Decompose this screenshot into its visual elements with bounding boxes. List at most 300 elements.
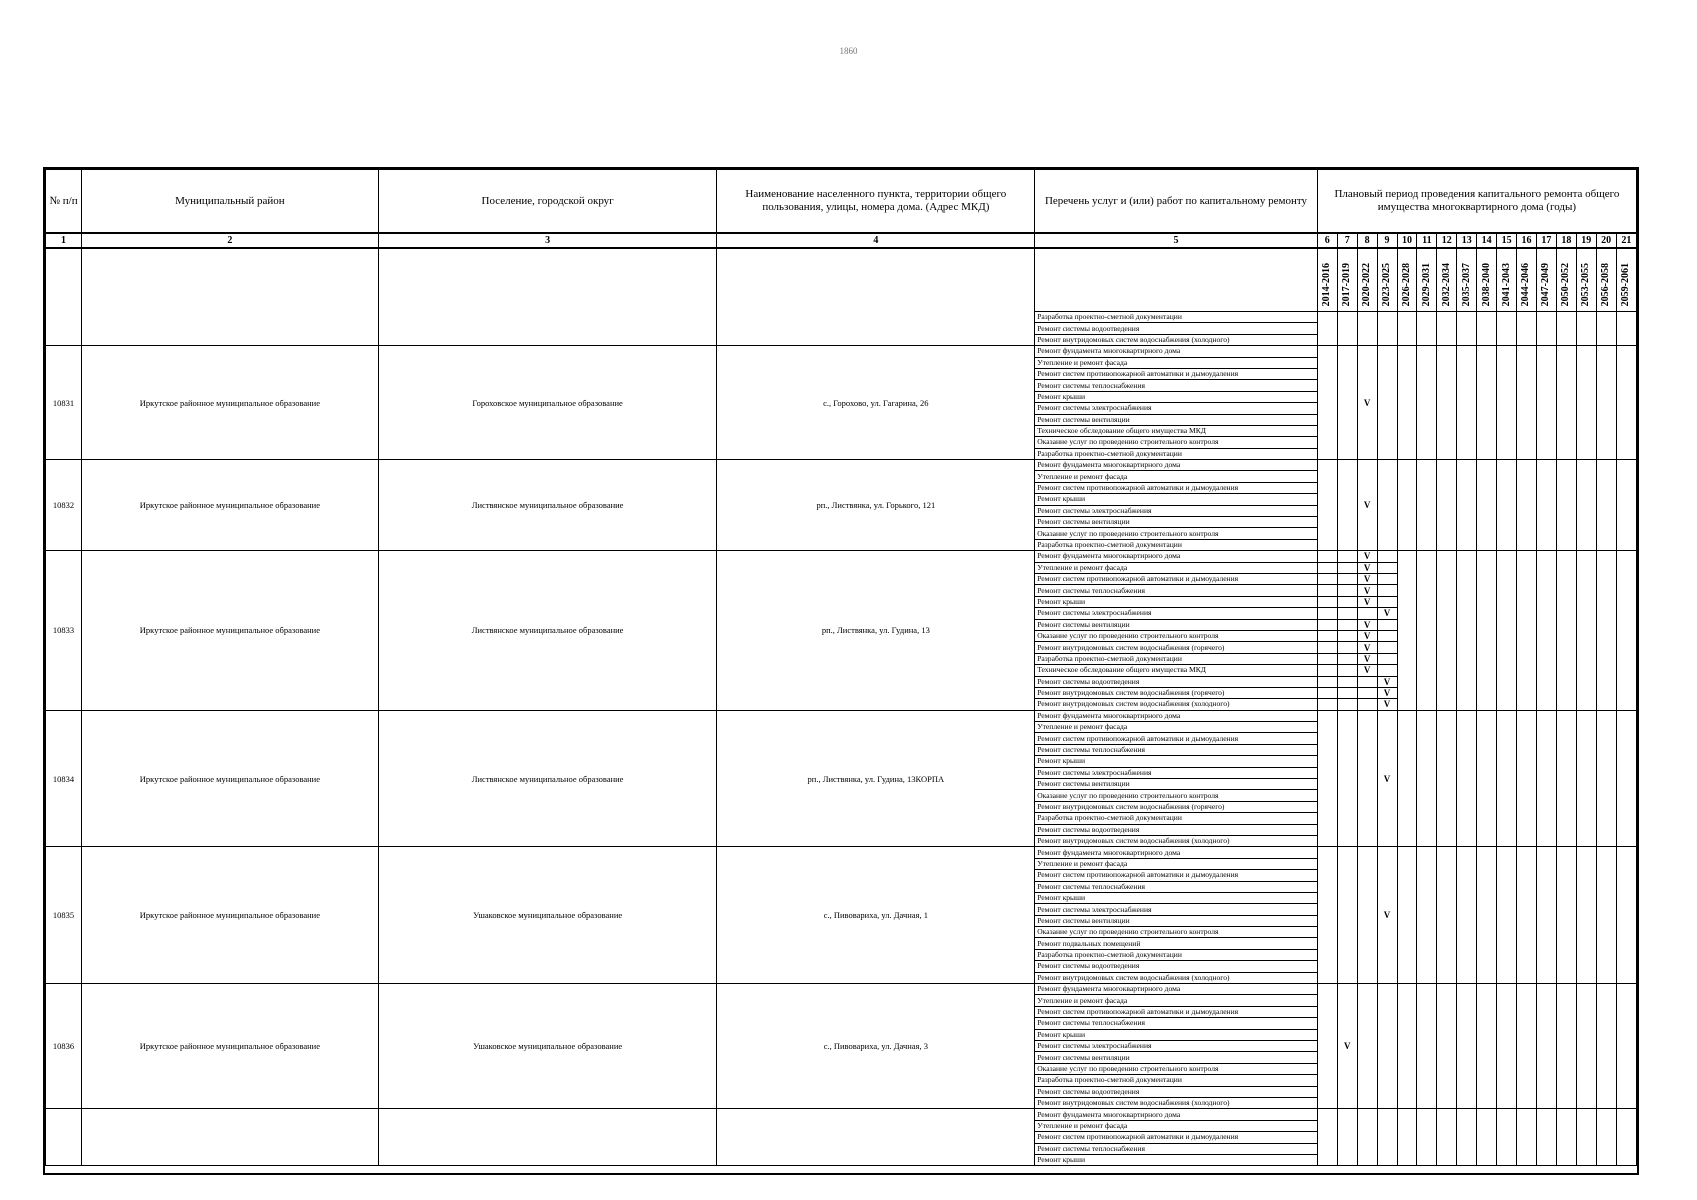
period-cell: [1477, 608, 1497, 619]
settlement-name: Ушаковское муниципальное образование: [378, 984, 717, 1109]
period-cell: [1477, 687, 1497, 698]
blank-cell: [82, 248, 379, 312]
period-cell: [1616, 847, 1636, 984]
period-cell: [1517, 346, 1537, 460]
year-label: 2050-2052: [1560, 262, 1572, 306]
period-cell: [1616, 619, 1636, 630]
period-cell: [1417, 630, 1437, 641]
period-cell: [1437, 630, 1457, 641]
district-name: [82, 1109, 379, 1166]
period-cell: [1517, 1109, 1537, 1166]
service-item: Ремонт внутридомовых систем водоснабжения (горячего): [1035, 687, 1318, 698]
period-cell: [1457, 630, 1477, 641]
period-cell: [1437, 551, 1457, 562]
column-number: 13: [1457, 233, 1477, 248]
period-cell: [1357, 699, 1377, 710]
period-cell: [1536, 608, 1556, 619]
service-item: Ремонт системы вентиляции: [1035, 1052, 1318, 1063]
period-cell: [1517, 687, 1537, 698]
period-cell: [1457, 676, 1477, 687]
service-item: Ремонт системы вентиляции: [1035, 619, 1318, 630]
period-cell: [1477, 847, 1497, 984]
period-cell: [1517, 630, 1537, 641]
period-cell: [1616, 710, 1636, 847]
year-column-header: [1377, 248, 1397, 312]
period-cell: [1556, 460, 1576, 551]
period-mark: V: [1377, 710, 1397, 847]
year-label: 2035-2037: [1460, 262, 1472, 306]
period-cell: [1556, 687, 1576, 698]
service-item: Ремонт системы электроснабжения: [1035, 767, 1318, 778]
period-cell: [1317, 653, 1337, 664]
period-cell: [1317, 596, 1337, 607]
service-item: Ремонт крыши: [1035, 756, 1318, 767]
service-item: Оказание услуг по проведению строительного контроля: [1035, 927, 1318, 938]
service-item: Ремонт крыши: [1035, 1029, 1318, 1040]
period-cell: [1517, 312, 1537, 346]
service-row: [46, 551, 1637, 562]
period-cell: [1357, 847, 1377, 984]
period-cell: [1556, 665, 1576, 676]
period-cell: [1337, 665, 1357, 676]
period-cell: [1377, 573, 1397, 584]
period-cell: [1397, 346, 1417, 460]
period-cell: [1477, 562, 1497, 573]
service-item: Ремонт внутридомовых систем водоснабжения (холодного): [1035, 1097, 1318, 1108]
period-mark: V: [1377, 687, 1397, 698]
period-cell: [1517, 608, 1537, 619]
period-cell: [1457, 687, 1477, 698]
service-row: [46, 1109, 1637, 1120]
period-cell: [1616, 585, 1636, 596]
period-cell: [1576, 699, 1596, 710]
period-cell: [1477, 699, 1497, 710]
address: [717, 1109, 1035, 1166]
period-cell: [1576, 1109, 1596, 1166]
period-cell: [1536, 676, 1556, 687]
period-cell: [1437, 562, 1457, 573]
period-cell: [1596, 312, 1616, 346]
period-cell: [1576, 665, 1596, 676]
period-cell: [1417, 642, 1437, 653]
column-number: 8: [1357, 233, 1377, 248]
period-cell: [1616, 687, 1636, 698]
period-cell: [1616, 630, 1636, 641]
period-cell: [1596, 630, 1616, 641]
period-cell: [1596, 551, 1616, 562]
period-cell: [1457, 642, 1477, 653]
period-cell: [1596, 687, 1616, 698]
year-column-header: [1536, 248, 1556, 312]
year-column-header: [1477, 248, 1497, 312]
service-item: Техническое обследование общего имущества МКД: [1035, 425, 1318, 436]
period-cell: [1517, 596, 1537, 607]
header-num: № п/п: [46, 170, 82, 234]
service-item: Ремонт системы водоотведения: [1035, 1086, 1318, 1097]
period-cell: [1337, 346, 1357, 460]
service-item: Оказание услуг по проведению строительного контроля: [1035, 1063, 1318, 1074]
period-cell: [1357, 984, 1377, 1109]
settlement-name: Листвянское муниципальное образование: [378, 710, 717, 847]
service-item: Утепление и ремонт фасада: [1035, 357, 1318, 368]
service-item: Ремонт фундамента многоквартирного дома: [1035, 346, 1318, 357]
period-cell: [1377, 653, 1397, 664]
column-number: 2: [82, 233, 379, 248]
column-number: 16: [1517, 233, 1537, 248]
period-cell: [1397, 596, 1417, 607]
period-cell: [1576, 847, 1596, 984]
period-cell: [1576, 551, 1596, 562]
period-cell: [1497, 312, 1517, 346]
period-cell: [1497, 665, 1517, 676]
period-cell: [1576, 687, 1596, 698]
year-label: 2059-2061: [1620, 262, 1632, 306]
period-cell: [1517, 642, 1537, 653]
period-cell: [1437, 642, 1457, 653]
period-cell: [1317, 630, 1337, 641]
period-cell: [1357, 710, 1377, 847]
period-cell: [1477, 984, 1497, 1109]
record-number: 10835: [46, 847, 82, 984]
year-label: 2041-2043: [1500, 262, 1512, 306]
period-cell: [1497, 346, 1517, 460]
period-cell: [1477, 619, 1497, 630]
period-cell: [1517, 710, 1537, 847]
period-cell: [1497, 460, 1517, 551]
service-item: Ремонт системы вентиляции: [1035, 915, 1318, 926]
period-cell: [1536, 1109, 1556, 1166]
period-cell: [1317, 573, 1337, 584]
period-cell: [1596, 346, 1616, 460]
year-column-header: [1596, 248, 1616, 312]
service-item: Ремонт системы теплоснабжения: [1035, 881, 1318, 892]
service-item: Ремонт системы водоотведения: [1035, 961, 1318, 972]
year-label: 2032-2034: [1440, 262, 1452, 306]
service-item: Оказание услуг по проведению строительного контроля: [1035, 630, 1318, 641]
period-mark: V: [1377, 676, 1397, 687]
period-cell: [1616, 460, 1636, 551]
district-name: Иркутское районное муниципальное образование: [82, 460, 379, 551]
period-cell: [1457, 619, 1477, 630]
period-cell: [1556, 1109, 1576, 1166]
period-cell: [1536, 653, 1556, 664]
period-mark: V: [1357, 460, 1377, 551]
period-cell: [1517, 585, 1537, 596]
period-cell: [1536, 573, 1556, 584]
year-column-header: [1357, 248, 1377, 312]
period-cell: [1536, 847, 1556, 984]
period-cell: [1337, 562, 1357, 573]
period-cell: [1377, 596, 1397, 607]
period-cell: [1497, 562, 1517, 573]
column-number: 17: [1536, 233, 1556, 248]
service-item: Ремонт систем противопожарной автоматики и дымоудаления: [1035, 482, 1318, 493]
period-cell: [1437, 847, 1457, 984]
year-label: 2023-2025: [1381, 262, 1393, 306]
district-name: Иркутское районное муниципальное образование: [82, 346, 379, 460]
period-cell: [1477, 665, 1497, 676]
period-cell: [1417, 596, 1437, 607]
period-cell: [1377, 665, 1397, 676]
service-item: Ремонт системы теплоснабжения: [1035, 1143, 1318, 1154]
period-cell: [1517, 665, 1537, 676]
settlement-name: Листвянское муниципальное образование: [378, 551, 717, 710]
period-cell: [1317, 346, 1337, 460]
record-number: 10832: [46, 460, 82, 551]
period-cell: [1377, 642, 1397, 653]
period-cell: [1517, 562, 1537, 573]
settlement-name: [378, 312, 717, 346]
period-cell: [1377, 630, 1397, 641]
service-item: Ремонт системы электроснабжения: [1035, 608, 1318, 619]
service-item: Ремонт системы электроснабжения: [1035, 403, 1318, 414]
period-cell: [1477, 676, 1497, 687]
period-cell: [1517, 573, 1537, 584]
period-cell: [1417, 585, 1437, 596]
period-cell: [1357, 676, 1377, 687]
period-cell: [1397, 653, 1417, 664]
period-cell: [1317, 984, 1337, 1109]
period-cell: [1337, 653, 1357, 664]
period-cell: [1576, 312, 1596, 346]
period-cell: [1477, 585, 1497, 596]
service-item: Ремонт системы вентиляции: [1035, 517, 1318, 528]
district-name: Иркутское районное муниципальное образование: [82, 551, 379, 710]
period-cell: [1457, 710, 1477, 847]
period-cell: [1317, 312, 1337, 346]
period-cell: [1377, 984, 1397, 1109]
period-cell: [1596, 710, 1616, 847]
period-cell: [1497, 1109, 1517, 1166]
period-mark: V: [1357, 596, 1377, 607]
period-cell: [1397, 699, 1417, 710]
service-item: Ремонт фундамента многоквартирного дома: [1035, 460, 1318, 471]
year-label: 2014-2016: [1321, 262, 1333, 306]
column-number: 10: [1397, 233, 1417, 248]
period-cell: [1417, 687, 1437, 698]
period-cell: [1497, 619, 1517, 630]
page-number: 1860: [839, 46, 858, 56]
column-number: 21: [1616, 233, 1636, 248]
service-item: Ремонт системы электроснабжения: [1035, 505, 1318, 516]
period-mark: V: [1357, 551, 1377, 562]
year-column-header: [1397, 248, 1417, 312]
service-item: Ремонт внутридомовых систем водоснабжения (холодного): [1035, 972, 1318, 983]
period-cell: [1596, 642, 1616, 653]
record-number: 10834: [46, 710, 82, 847]
period-cell: [1556, 346, 1576, 460]
period-cell: [1317, 585, 1337, 596]
service-item: Ремонт систем противопожарной автоматики и дымоудаления: [1035, 1006, 1318, 1017]
period-cell: [1616, 676, 1636, 687]
period-cell: [1536, 699, 1556, 710]
header-row: [46, 170, 1637, 234]
period-cell: [1397, 630, 1417, 641]
blank-cell: [46, 248, 82, 312]
period-cell: [1536, 984, 1556, 1109]
period-cell: [1417, 312, 1437, 346]
period-cell: [1477, 710, 1497, 847]
period-cell: [1337, 551, 1357, 562]
service-item: Утепление и ремонт фасада: [1035, 1120, 1318, 1131]
address: рп., Листвянка, ул. Гудина, 13: [717, 551, 1035, 710]
settlement-name: Гороховское муниципальное образование: [378, 346, 717, 460]
period-cell: [1357, 608, 1377, 619]
year-column-header: [1497, 248, 1517, 312]
period-cell: [1497, 630, 1517, 641]
service-item: Ремонт системы электроснабжения: [1035, 1041, 1318, 1052]
period-cell: [1437, 608, 1457, 619]
period-cell: [1317, 687, 1337, 698]
period-cell: [1337, 460, 1357, 551]
column-number: 4: [717, 233, 1035, 248]
period-cell: [1417, 847, 1437, 984]
period-cell: [1536, 460, 1556, 551]
service-item: Ремонт фундамента многоквартирного дома: [1035, 847, 1318, 858]
column-number: 18: [1556, 233, 1576, 248]
period-cell: [1576, 460, 1596, 551]
service-item: Разработка проектно-сметной документации: [1035, 653, 1318, 664]
year-column-header: [1517, 248, 1537, 312]
period-cell: [1616, 551, 1636, 562]
service-item: Ремонт крыши: [1035, 892, 1318, 903]
period-cell: [1437, 596, 1457, 607]
address: рп., Листвянка, ул. Гудина, 13КОРПА: [717, 710, 1035, 847]
service-item: Ремонт фундамента многоквартирного дома: [1035, 1109, 1318, 1120]
service-item: Разработка проектно-сметной документации: [1035, 448, 1318, 459]
service-item: Ремонт системы вентиляции: [1035, 779, 1318, 790]
service-item: Техническое обследование общего имущества МКД: [1035, 665, 1318, 676]
period-cell: [1576, 984, 1596, 1109]
period-cell: [1317, 619, 1337, 630]
period-cell: [1477, 312, 1497, 346]
service-item: Утепление и ремонт фасада: [1035, 858, 1318, 869]
service-item: Оказание услуг по проведению строительного контроля: [1035, 790, 1318, 801]
period-cell: [1556, 551, 1576, 562]
period-cell: [1576, 608, 1596, 619]
period-cell: [1596, 608, 1616, 619]
period-cell: [1337, 847, 1357, 984]
period-cell: [1417, 562, 1437, 573]
period-cell: [1596, 665, 1616, 676]
period-cell: [1337, 710, 1357, 847]
service-item: Ремонт внутридомовых систем водоснабжения (холодного): [1035, 835, 1318, 846]
period-cell: [1457, 699, 1477, 710]
column-numbers-row: [46, 233, 1637, 248]
period-cell: [1357, 1109, 1377, 1166]
period-cell: [1497, 642, 1517, 653]
period-cell: [1317, 608, 1337, 619]
period-cell: [1576, 585, 1596, 596]
period-cell: [1397, 710, 1417, 847]
period-cell: [1556, 984, 1576, 1109]
period-cell: [1457, 596, 1477, 607]
service-item: Ремонт системы теплоснабжения: [1035, 1018, 1318, 1029]
period-cell: [1457, 1109, 1477, 1166]
period-cell: [1377, 312, 1397, 346]
period-cell: [1417, 984, 1437, 1109]
period-cell: [1337, 687, 1357, 698]
period-cell: [1536, 687, 1556, 698]
period-cell: [1457, 847, 1477, 984]
period-cell: [1556, 608, 1576, 619]
year-label: 2017-2019: [1341, 262, 1353, 306]
period-cell: [1317, 642, 1337, 653]
year-column-header: [1317, 248, 1337, 312]
service-item: Ремонт фундамента многоквартирного дома: [1035, 551, 1318, 562]
year-column-header: [1457, 248, 1477, 312]
period-cell: [1417, 573, 1437, 584]
period-cell: [1317, 710, 1337, 847]
period-cell: [1556, 847, 1576, 984]
period-cell: [1457, 665, 1477, 676]
period-cell: [1337, 699, 1357, 710]
period-cell: [1596, 847, 1616, 984]
period-cell: [1477, 596, 1497, 607]
column-number: 11: [1417, 233, 1437, 248]
period-cell: [1576, 346, 1596, 460]
service-item: Ремонт крыши: [1035, 494, 1318, 505]
period-cell: [1397, 460, 1417, 551]
service-item: Ремонт системы водоотведения: [1035, 824, 1318, 835]
settlement-name: Ушаковское муниципальное образование: [378, 847, 717, 984]
period-cell: [1457, 573, 1477, 584]
period-cell: [1556, 585, 1576, 596]
column-number: 15: [1497, 233, 1517, 248]
period-cell: [1337, 676, 1357, 687]
period-cell: [1417, 619, 1437, 630]
header-district: Муниципальный район: [82, 170, 379, 234]
period-cell: [1457, 460, 1477, 551]
period-cell: [1556, 562, 1576, 573]
period-cell: [1596, 573, 1616, 584]
period-cell: [1477, 460, 1497, 551]
period-cell: [1596, 676, 1616, 687]
schedule-table: [45, 169, 1637, 1166]
period-cell: [1397, 665, 1417, 676]
period-cell: [1377, 1109, 1397, 1166]
service-item: Разработка проектно-сметной документации: [1035, 539, 1318, 550]
blank-cell: [717, 248, 1035, 312]
period-cell: [1596, 619, 1616, 630]
period-cell: [1337, 573, 1357, 584]
district-name: [82, 312, 379, 346]
column-number: 1: [46, 233, 82, 248]
period-cell: [1596, 984, 1616, 1109]
period-mark: V: [1377, 847, 1397, 984]
period-cell: [1437, 665, 1457, 676]
period-cell: [1477, 630, 1497, 641]
service-item: Ремонт системы вентиляции: [1035, 414, 1318, 425]
period-cell: [1616, 984, 1636, 1109]
period-cell: [1497, 596, 1517, 607]
period-cell: [1317, 699, 1337, 710]
period-mark: V: [1357, 665, 1377, 676]
period-cell: [1417, 1109, 1437, 1166]
period-cell: [1596, 653, 1616, 664]
column-number: 3: [378, 233, 717, 248]
service-row: [46, 710, 1637, 721]
service-item: Разработка проектно-сметной документации: [1035, 1075, 1318, 1086]
period-cell: [1397, 619, 1417, 630]
period-cell: [1457, 653, 1477, 664]
period-cell: [1377, 460, 1397, 551]
column-number: 5: [1035, 233, 1318, 248]
period-cell: [1576, 710, 1596, 847]
period-cell: [1317, 665, 1337, 676]
column-number: 6: [1317, 233, 1337, 248]
period-cell: [1576, 630, 1596, 641]
